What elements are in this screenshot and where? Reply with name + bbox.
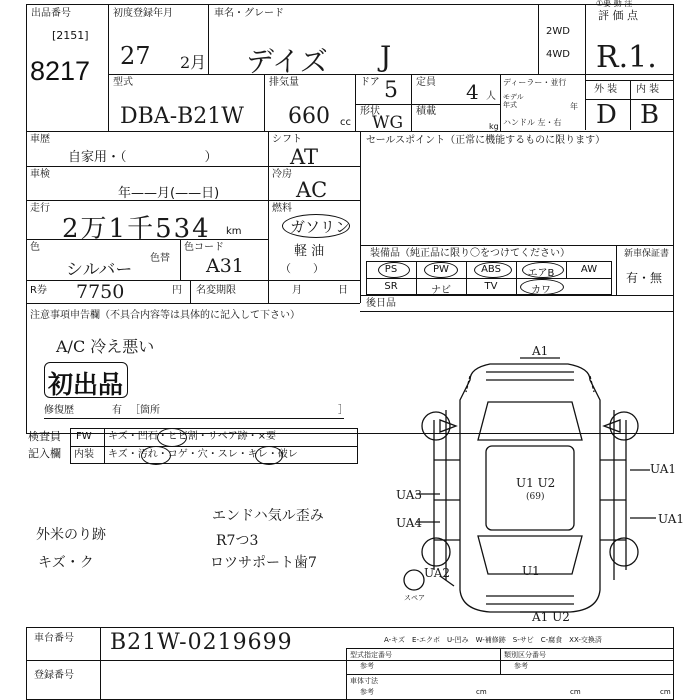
size-label: 車体寸法 bbox=[350, 677, 378, 685]
equip-airbag: エアB bbox=[527, 268, 555, 279]
equip-ps: PS bbox=[384, 264, 398, 275]
corner-note: ①要 動 注 bbox=[596, 0, 633, 8]
first-reg-label: 初度登録年月 bbox=[113, 8, 173, 19]
name-grade-label: 車名・グレード bbox=[214, 8, 284, 19]
shape-label: 形状 bbox=[360, 106, 380, 117]
equip-sr: SR bbox=[384, 281, 398, 292]
exterior-label: 外 装 bbox=[594, 84, 618, 95]
equip-aw: AW bbox=[580, 264, 598, 275]
first-reg-year: 27 bbox=[120, 42, 151, 70]
mark-roof: U1 U2 bbox=[516, 476, 556, 490]
repair-value: 有 bbox=[112, 405, 122, 416]
color-code-label: 色コード bbox=[184, 242, 224, 253]
handwritten-glue: 外米のり跡 bbox=[36, 527, 106, 543]
fuel-gasoline: ガソリン bbox=[290, 218, 351, 236]
load-label: 積載 bbox=[416, 106, 436, 117]
category-ref: 参考 bbox=[514, 662, 528, 670]
interior-short-label: 内装 bbox=[74, 449, 94, 460]
year-unit: 年 bbox=[570, 102, 578, 111]
recycle-label: R券 bbox=[30, 285, 47, 296]
fuel-label: 燃料 bbox=[272, 203, 292, 214]
handle-label: ハンドル 左・右 bbox=[503, 118, 562, 127]
model-cert-ref: 参考 bbox=[360, 662, 374, 670]
inspector-label: 検査員 bbox=[28, 430, 61, 443]
handwritten-r703: R7つ3 bbox=[216, 533, 259, 549]
model-year-label: モデル年式 bbox=[503, 93, 524, 109]
repair-label: 修復歴 bbox=[44, 405, 74, 416]
mark-a1-front: A1 bbox=[532, 344, 549, 358]
doors-value: 5 bbox=[384, 78, 398, 103]
interior-label: 内 装 bbox=[636, 84, 660, 95]
auction-number: 8217 bbox=[30, 56, 91, 86]
handwritten-endpanel: エンドハ気ル歪み bbox=[212, 508, 324, 524]
fw-items: キズ・凹石・ヒビ割・リペア跡・×要 bbox=[108, 431, 276, 442]
chassis-value: B21W-0219699 bbox=[110, 630, 293, 655]
color-value: シルバー bbox=[66, 260, 133, 280]
model-cert-label: 型式指定番号 bbox=[350, 651, 392, 659]
size-cm-1: cm bbox=[476, 688, 487, 696]
score-label: 評 価 点 bbox=[598, 9, 638, 22]
exterior-score: D bbox=[596, 100, 617, 130]
drive-2wd: 2WD bbox=[546, 26, 570, 37]
handwritten-scratch: キズ・ク bbox=[38, 555, 94, 571]
score-value: R.1. bbox=[596, 40, 657, 75]
equip-leather: カワ bbox=[531, 285, 551, 296]
mark-a1-rear: A1 U2 bbox=[532, 610, 570, 624]
fuel-other: （ ） bbox=[280, 262, 324, 275]
mark-rear: U1 bbox=[522, 564, 540, 578]
color-code-value: A31 bbox=[206, 255, 244, 277]
color-label: 色 bbox=[30, 242, 40, 253]
category-label: 類別区分番号 bbox=[504, 651, 546, 659]
dealer-label: ディーラー・並行 bbox=[503, 78, 567, 87]
doors-label: ドア bbox=[360, 77, 380, 88]
recycle-value: 7750 bbox=[76, 281, 125, 303]
shaken-value: 年——月(——日) bbox=[118, 186, 220, 201]
mark-roof-size: (69) bbox=[526, 492, 545, 502]
mileage-value: 2万1千534 bbox=[62, 214, 211, 244]
size-cm-3: cm bbox=[660, 688, 671, 696]
caution-text: A/C 冷え悪い bbox=[56, 337, 155, 356]
size-cm-2: cm bbox=[570, 688, 581, 696]
displacement-label: 排気量 bbox=[269, 77, 299, 88]
mark-ua1-right: UA1 bbox=[650, 462, 677, 476]
load-unit: kg bbox=[489, 122, 499, 131]
fuel-diesel: 軽 油 bbox=[294, 244, 325, 259]
ac-value: AC bbox=[296, 178, 328, 202]
displacement-unit: cc bbox=[340, 117, 351, 128]
meigi-label: 名変期限 bbox=[196, 285, 236, 296]
car-grade: J bbox=[380, 40, 392, 73]
lot-no-value: [2151] bbox=[52, 29, 89, 42]
capacity-unit: 人 bbox=[486, 91, 496, 102]
after-items-label: 後日品 bbox=[366, 298, 396, 309]
entry-label: 記入欄 bbox=[28, 447, 61, 460]
lot-no-label: 出品番号 bbox=[31, 8, 71, 19]
interior-score: B bbox=[640, 100, 660, 130]
sales-point-label: セールスポイント（正常に機能するものに限ります） bbox=[366, 135, 606, 146]
tone-label: 色替 bbox=[150, 253, 170, 264]
meigi-day: 日 bbox=[338, 285, 348, 296]
shaken-label: 車検 bbox=[30, 169, 50, 180]
caution-label: 注意事項申告欄（不具合内容等は具体的に記入して下さい） bbox=[30, 310, 300, 321]
warranty-label: 新車保証書 bbox=[624, 249, 670, 259]
mark-ua4: UA4 bbox=[396, 516, 423, 530]
drive-4wd: 4WD bbox=[546, 49, 570, 60]
chassis-label: 車台番号 bbox=[34, 633, 74, 644]
equip-abs: ABS bbox=[481, 264, 501, 275]
car-name: デイズ bbox=[246, 45, 328, 78]
ac-label: 冷房 bbox=[272, 169, 292, 180]
mark-ua1-right-rear: UA1 bbox=[658, 512, 685, 526]
shift-value: AT bbox=[290, 145, 319, 169]
repair-place: ［箇所 bbox=[130, 405, 160, 416]
equip-navi: ナビ bbox=[431, 285, 451, 296]
meigi-month: 月 bbox=[292, 285, 302, 296]
repair-bracket-close: ］ bbox=[338, 405, 348, 416]
shape-value: WG bbox=[372, 113, 404, 133]
fw-label: FW bbox=[76, 431, 92, 442]
reg-label: 登録番号 bbox=[34, 670, 74, 681]
interior-items: キズ・汚れ・コゲ・穴・スレ・キレ・破レ bbox=[108, 449, 298, 460]
handwritten-radsupport: ロツサポート歯7 bbox=[210, 555, 317, 571]
mileage-unit: km bbox=[226, 226, 242, 237]
mileage-label: 走行 bbox=[30, 203, 50, 214]
diagram-legend: A-キズ E-エクボ U-凹み W-補修跡 S-サビ C-腐食 XX-交換済 bbox=[384, 636, 602, 644]
model-value: DBA-B21W bbox=[120, 104, 244, 129]
capacity-label: 定員 bbox=[416, 77, 436, 88]
capacity-value: 4 bbox=[466, 80, 479, 104]
equip-pw: PW bbox=[433, 264, 449, 275]
shift-label: シフト bbox=[272, 134, 302, 145]
spare-label: スペア bbox=[404, 594, 425, 602]
history-value: 自家用・（ ） bbox=[68, 150, 218, 165]
history-label: 車歴 bbox=[30, 134, 50, 145]
warranty-value: 有・無 bbox=[626, 271, 663, 285]
equipment-label: 装備品（純正品に限り〇をつけてください） bbox=[370, 248, 570, 259]
recycle-unit: 円 bbox=[172, 285, 182, 296]
first-listing: 初出品 bbox=[48, 370, 124, 399]
first-reg-month: 2月 bbox=[180, 53, 207, 72]
size-ref: 参考 bbox=[360, 688, 374, 696]
mark-ua3: UA3 bbox=[396, 488, 423, 502]
equip-tv: TV bbox=[484, 281, 498, 292]
model-label: 型式 bbox=[113, 77, 133, 88]
mark-ua2: UA2 bbox=[424, 566, 451, 580]
displacement-value: 660 bbox=[288, 104, 330, 129]
